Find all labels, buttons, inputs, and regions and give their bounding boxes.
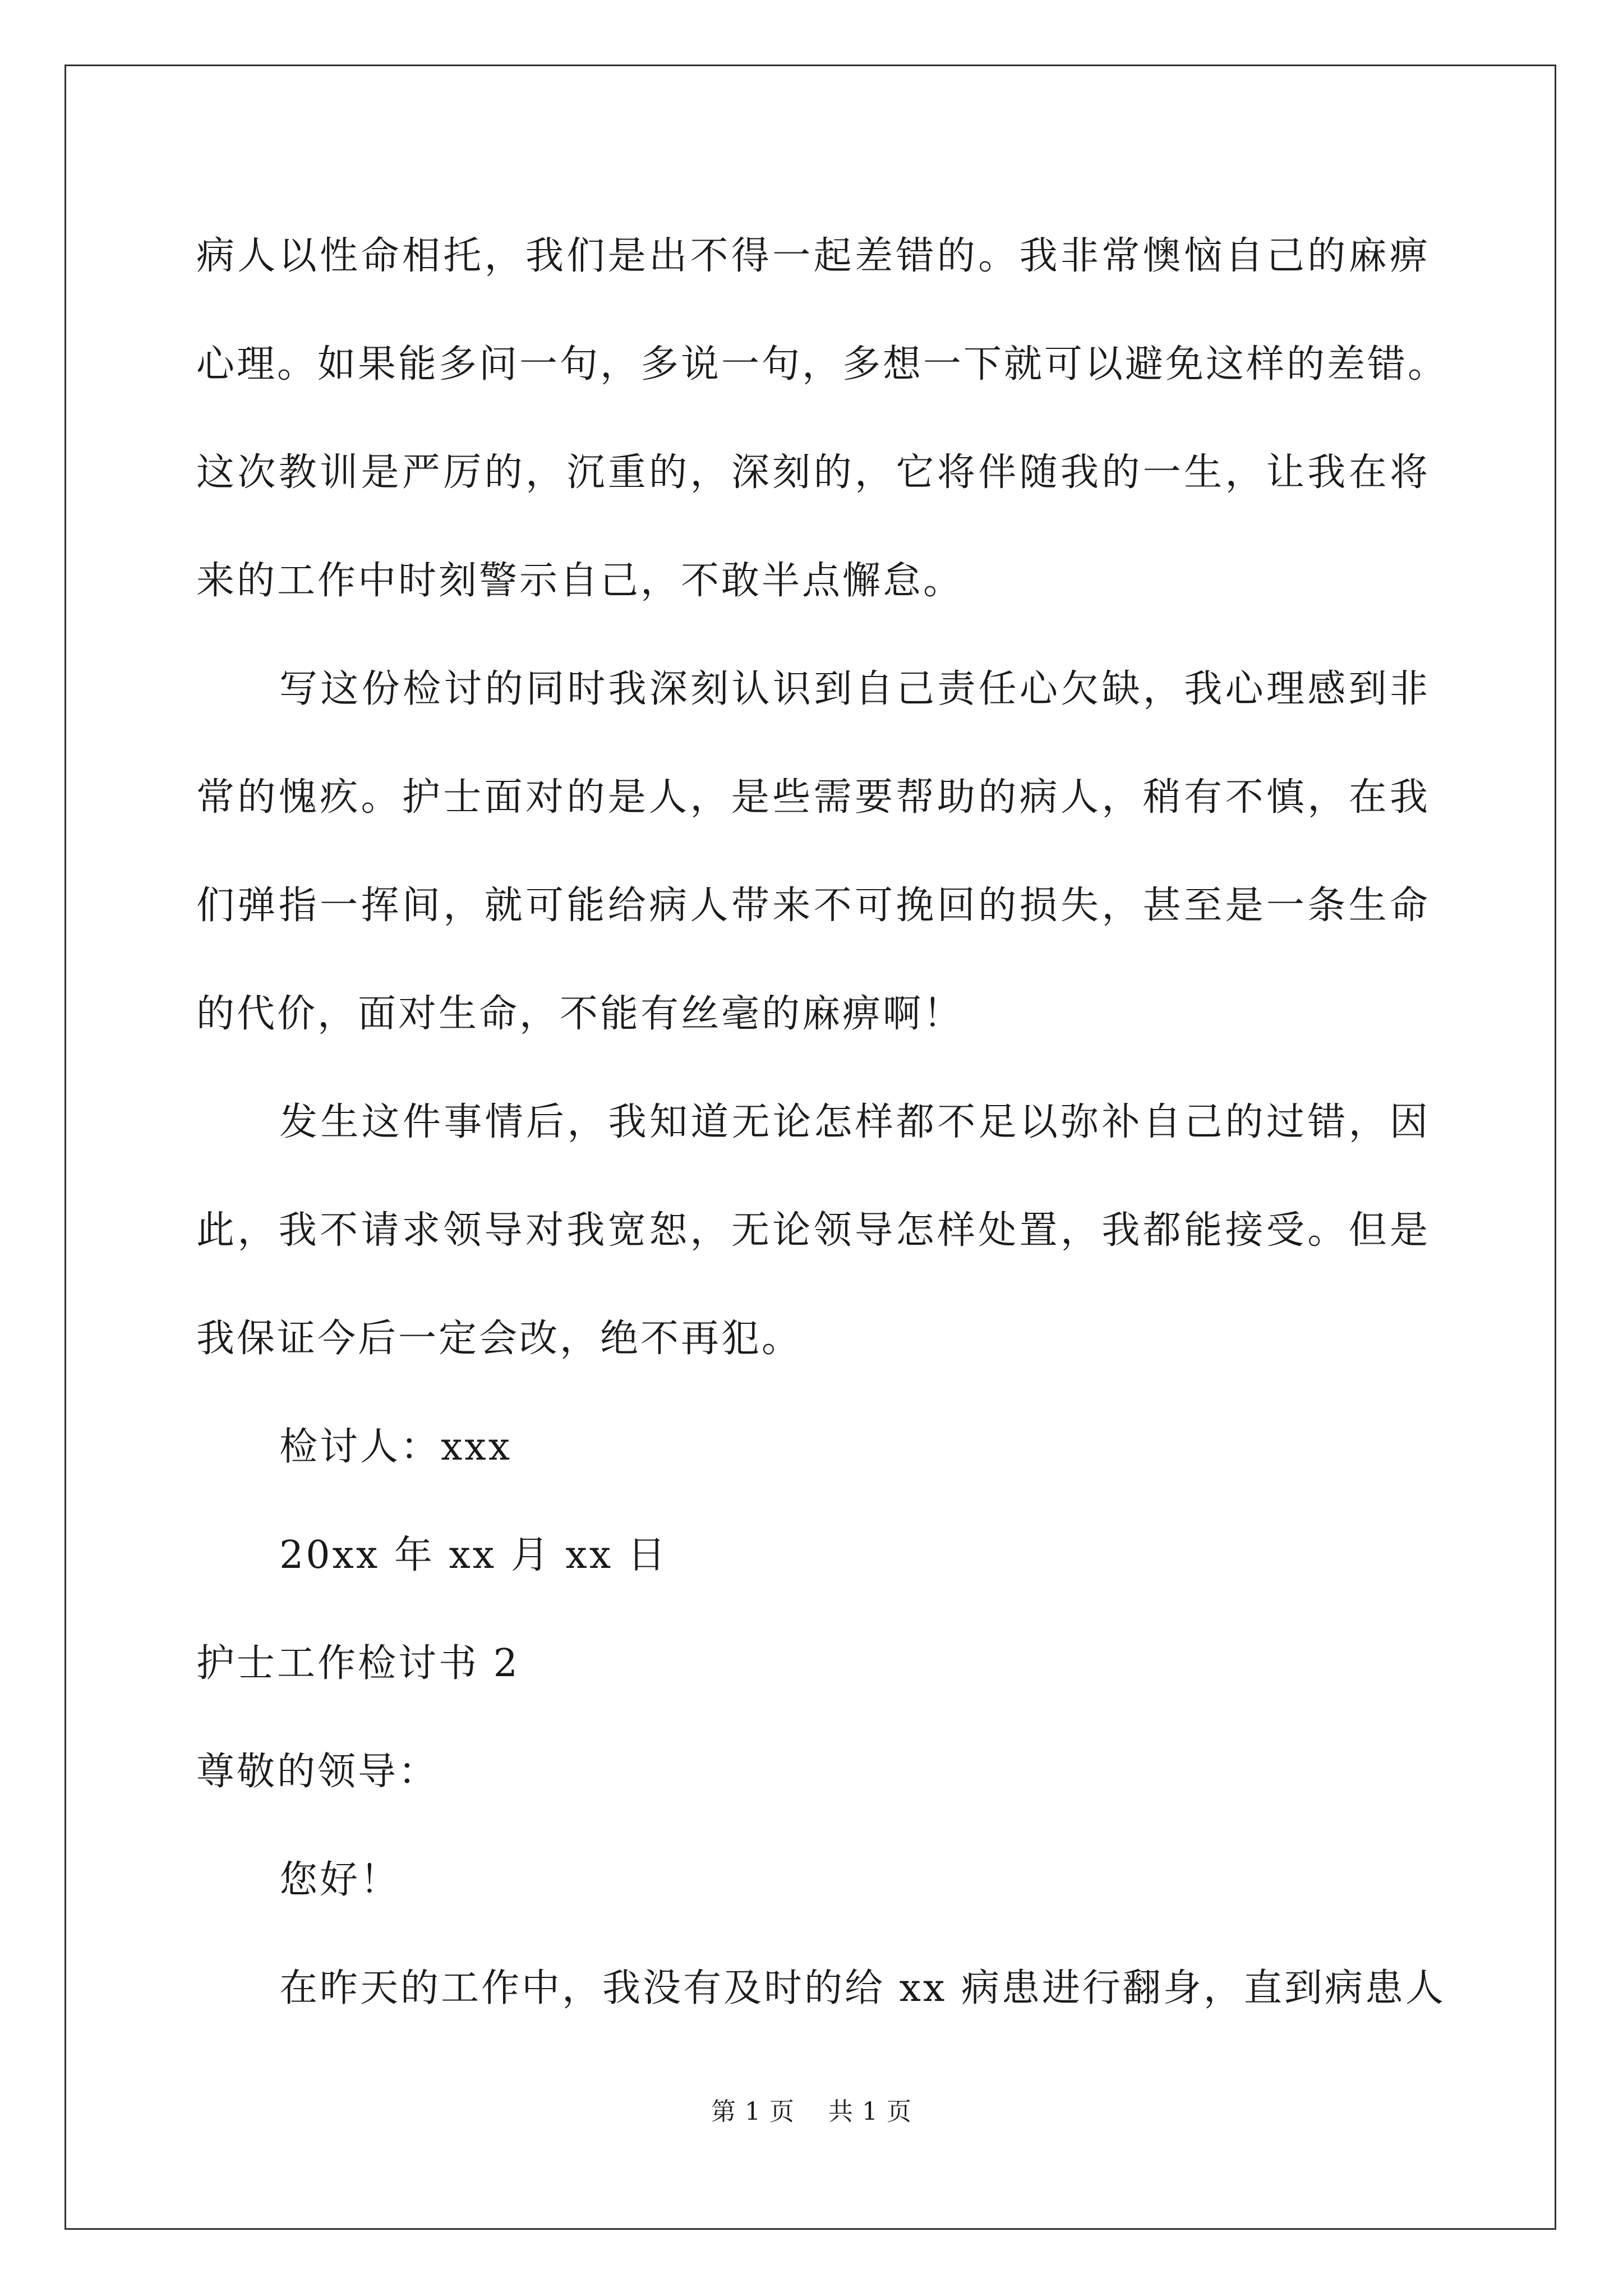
page-number: 第 1 页	[711, 2097, 795, 2126]
paragraph-line: 此，我不请求领导对我宽恕，无论领导怎样处置，我都能接受。但是	[196, 1208, 1430, 1253]
paragraph-line: 在昨天的工作中，我没有及时的给 xx 病患进行翻身，直到病患人	[279, 1966, 1446, 2010]
paragraph-line: 们弹指一挥间，就可能给病人带来不可挽回的损失，甚至是一条生命	[196, 884, 1430, 928]
signature-line: 检讨人：xxx	[279, 1425, 513, 1469]
date-line: 20xx 年 xx 月 xx 日	[279, 1533, 668, 1577]
greeting: 您好！	[279, 1858, 401, 1902]
paragraph-line: 心理。如果能多问一句，多说一句，多想一下就可以避免这样的差错。	[196, 342, 1449, 386]
paragraph-line: 我保证今后一定会改，绝不再犯。	[196, 1317, 803, 1361]
paragraph-line: 来的工作中时刻警示自己，不敢半点懈怠。	[196, 559, 964, 603]
paragraph-line: 发生这件事情后，我知道无论怎样都不足以弥补自己的过错，因	[279, 1100, 1430, 1144]
page-total: 共 1 页	[828, 2097, 912, 2126]
document-body	[196, 202, 1449, 2042]
page-footer	[0, 2091, 1623, 2127]
paragraph-line: 常的愧疚。护士面对的是人，是些需要帮助的病人，稍有不慎，在我	[196, 775, 1430, 820]
salutation: 尊敬的领导：	[196, 1750, 439, 1794]
paragraph-line: 的代价，面对生命，不能有丝毫的麻痹啊！	[196, 992, 964, 1036]
paragraph-line: 病人以性命相托，我们是出不得一起差错的。我非常懊恼自己的麻痹	[196, 234, 1430, 278]
paragraph-line: 这次教训是严厉的，沉重的，深刻的，它将伴随我的一生，让我在将	[196, 450, 1430, 495]
section-title: 护士工作检讨书 2	[196, 1641, 520, 1686]
paragraph-line: 写这份检讨的同时我深刻认识到自己责任心欠缺，我心理感到非	[279, 667, 1430, 711]
